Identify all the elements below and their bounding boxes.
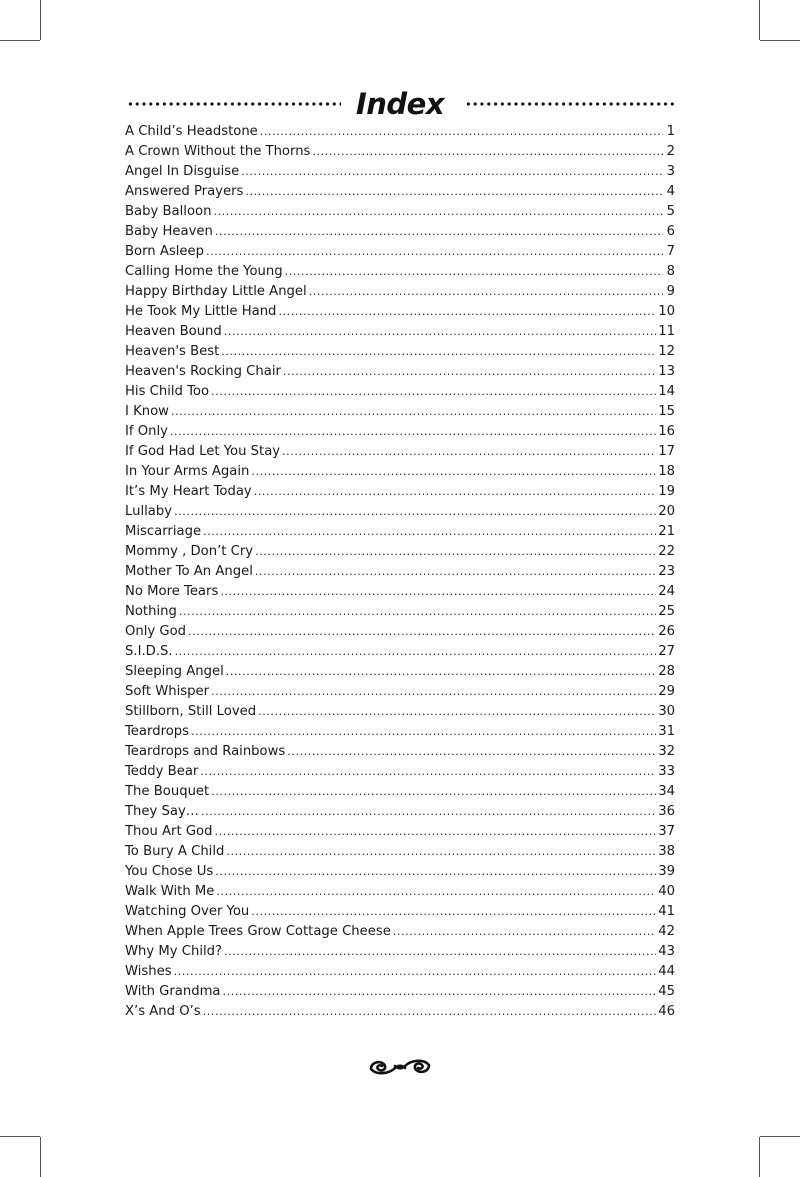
entry-title: Thou Art God [125, 824, 213, 839]
index-entry [125, 502, 675, 522]
entry-title: Soft Whisper [125, 684, 210, 699]
index-entry [125, 122, 675, 142]
index-list [125, 122, 675, 1022]
entry-title: When Apple Trees Grow Cottage Cheese [125, 924, 391, 939]
entry-title: It’s My Heart Today [125, 484, 252, 499]
entry-page-number: 16 [658, 424, 675, 439]
dot-leader [216, 882, 656, 902]
entry-title: Happy Birthday Little Angel [125, 284, 307, 299]
index-entry [125, 582, 675, 602]
dot-leader [251, 902, 656, 922]
entry-page-number: 13 [658, 364, 675, 379]
dot-leader [211, 782, 656, 802]
index-entry [125, 222, 675, 242]
index-entry [125, 1002, 675, 1022]
entry-title: In Your Arms Again [125, 464, 250, 479]
dot-leader [224, 942, 656, 962]
entry-page-number: 10 [658, 304, 675, 319]
entry-page-number: 28 [658, 664, 675, 679]
entry-title: Teardrops and Rainbows [125, 744, 286, 759]
dot-leader [174, 502, 656, 522]
index-entry [125, 902, 675, 922]
entry-page-number: 7 [666, 244, 675, 259]
dot-leader [254, 482, 656, 502]
entry-title: Calling Home the Young [125, 264, 283, 279]
index-entry [125, 322, 675, 342]
dot-leader [224, 322, 656, 342]
entry-title: Nothing [125, 604, 177, 619]
entry-title: Heaven Bound [125, 324, 222, 339]
dot-leader [179, 602, 656, 622]
page-title: Index [355, 87, 445, 121]
entry-title: Mother To An Angel [125, 564, 253, 579]
entry-page-number: 41 [658, 904, 675, 919]
index-entry [125, 522, 675, 542]
dot-leader [215, 222, 663, 242]
dot-leader [287, 742, 656, 762]
index-entry [125, 362, 675, 382]
entry-page-number: 9 [666, 284, 675, 299]
entry-page-number: 21 [658, 524, 675, 539]
entry-page-number: 30 [658, 704, 675, 719]
dot-leader [309, 282, 663, 302]
index-entry [125, 142, 675, 162]
entry-title: Answered Prayers [125, 184, 244, 199]
entry-page-number: 37 [658, 824, 675, 839]
entry-page-number: 31 [658, 724, 675, 739]
index-entry [125, 602, 675, 622]
entry-title: If Only [125, 424, 168, 439]
entry-page-number: 34 [658, 784, 675, 799]
dot-leader [211, 382, 656, 402]
entry-title: Sleeping Angel [125, 664, 224, 679]
index-entry [125, 982, 675, 1002]
entry-page-number: 6 [666, 224, 675, 239]
dot-leader [215, 822, 657, 842]
entry-page-number: 25 [658, 604, 675, 619]
entry-page-number: 40 [658, 884, 675, 899]
entry-title: Mommy , Don’t Cry [125, 544, 254, 559]
entry-title: The Bouquet [125, 784, 210, 799]
dot-leader [260, 122, 663, 142]
entry-page-number: 42 [658, 924, 675, 939]
entry-title: A Child’s Headstone [125, 124, 258, 139]
dot-leader [245, 182, 663, 202]
entry-title: S.I.D.S. [125, 644, 173, 659]
entry-page-number: 14 [658, 384, 675, 399]
entry-page-number: 36 [658, 804, 675, 819]
entry-title: Heaven's Best [125, 344, 220, 359]
dot-leader [278, 302, 656, 322]
index-entry [125, 282, 675, 302]
dot-leader [188, 622, 656, 642]
entry-page-number: 12 [658, 344, 675, 359]
dot-leader [206, 242, 663, 262]
entry-title: Watching Over You [125, 904, 250, 919]
crop-mark-top-right-vertical [759, 0, 760, 40]
entry-title: Born Asleep [125, 244, 205, 259]
header-dotted-rule-right [465, 101, 675, 107]
entry-title: They Say… [125, 804, 199, 819]
entry-title: Heaven's Rocking Chair [125, 364, 281, 379]
dot-leader [203, 522, 656, 542]
entry-title: Miscarriage [125, 524, 202, 539]
dot-leader [191, 722, 656, 742]
index-entry [125, 742, 675, 762]
entry-title: A Crown Without the Thorns [125, 144, 311, 159]
dot-leader [255, 542, 656, 562]
entry-title: Only God [125, 624, 187, 639]
index-entry [125, 402, 675, 422]
entry-title: With Grandma [125, 984, 221, 999]
dot-leader [223, 982, 657, 1002]
crop-mark-bottom-right-vertical [759, 1137, 760, 1177]
dot-leader [175, 642, 657, 662]
index-entry [125, 342, 675, 362]
dot-leader [241, 162, 663, 182]
index-entry [125, 162, 675, 182]
entry-title: Teddy Bear [125, 764, 199, 779]
entry-page-number: 5 [666, 204, 675, 219]
dot-leader [255, 562, 656, 582]
index-entry [125, 422, 675, 442]
entry-title: I Know [125, 404, 169, 419]
entry-page-number: 38 [658, 844, 675, 859]
entry-title: His Child Too [125, 384, 210, 399]
index-entry [125, 962, 675, 982]
entry-title: Teardrops [125, 724, 190, 739]
dot-leader [283, 362, 656, 382]
entry-title: Walk With Me [125, 884, 215, 899]
entry-page-number: 8 [666, 264, 675, 279]
index-entry [125, 262, 675, 282]
entry-title: No More Tears [125, 584, 219, 599]
dot-leader [282, 442, 656, 462]
index-entry [125, 802, 675, 822]
entry-title: Lullaby [125, 504, 173, 519]
index-entry [125, 242, 675, 262]
entry-page-number: 45 [658, 984, 675, 999]
index-entry [125, 822, 675, 842]
entry-title: If God Had Let You Stay [125, 444, 281, 459]
entry-title: Wishes [125, 964, 172, 979]
dot-leader [171, 402, 656, 422]
dot-leader [213, 202, 663, 222]
entry-page-number: 29 [658, 684, 675, 699]
index-entry [125, 662, 675, 682]
entry-title: Angel In Disguise [125, 164, 240, 179]
index-entry [125, 942, 675, 962]
index-entry [125, 482, 675, 502]
index-entry [125, 722, 675, 742]
index-entry [125, 622, 675, 642]
dot-leader [221, 342, 656, 362]
entry-page-number: 3 [666, 164, 675, 179]
entry-page-number: 11 [658, 324, 675, 339]
entry-page-number: 43 [658, 944, 675, 959]
entry-page-number: 1 [666, 124, 675, 139]
entry-page-number: 22 [658, 544, 675, 559]
crop-mark-bottom-right-horizontal [760, 1136, 800, 1137]
dot-leader [258, 702, 656, 722]
entry-page-number: 18 [658, 464, 675, 479]
index-entry [125, 462, 675, 482]
dot-leader [220, 582, 656, 602]
index-entry [125, 682, 675, 702]
index-entry [125, 202, 675, 222]
index-entry [125, 862, 675, 882]
entry-page-number: 20 [658, 504, 675, 519]
dot-leader [201, 802, 656, 822]
entry-page-number: 26 [658, 624, 675, 639]
index-entry [125, 842, 675, 862]
dot-leader [203, 1002, 657, 1022]
crop-mark-top-right-horizontal [760, 40, 800, 41]
dot-leader [285, 262, 663, 282]
entry-title: He Took My Little Hand [125, 304, 277, 319]
entry-title: To Bury A Child [125, 844, 225, 859]
index-entry [125, 922, 675, 942]
entry-page-number: 4 [666, 184, 675, 199]
crop-mark-top-left-vertical [40, 0, 41, 40]
index-entry [125, 642, 675, 662]
entry-page-number: 33 [658, 764, 675, 779]
entry-page-number: 19 [658, 484, 675, 499]
crop-mark-top-left-horizontal [0, 40, 40, 41]
dot-leader [226, 842, 656, 862]
index-entry [125, 882, 675, 902]
index-header [125, 84, 675, 124]
dot-leader [170, 422, 656, 442]
entry-page-number: 15 [658, 404, 675, 419]
entry-page-number: 2 [666, 144, 675, 159]
entry-title: X’s And O’s [125, 1004, 201, 1019]
entry-page-number: 24 [658, 584, 675, 599]
entry-title: You Chose Us [125, 864, 214, 879]
dot-leader [226, 662, 656, 682]
index-entry [125, 442, 675, 462]
entry-page-number: 27 [658, 644, 675, 659]
entry-page-number: 17 [658, 444, 675, 459]
scroll-ornament-icon [369, 1057, 431, 1077]
entry-title: Baby Heaven [125, 224, 213, 239]
index-entry [125, 782, 675, 802]
index-entry [125, 182, 675, 202]
crop-mark-bottom-left-vertical [40, 1137, 41, 1177]
index-entry [125, 382, 675, 402]
entry-page-number: 44 [658, 964, 675, 979]
crop-mark-bottom-left-horizontal [0, 1136, 40, 1137]
dot-leader [393, 922, 656, 942]
entry-title: Baby Balloon [125, 204, 212, 219]
dot-leader [211, 682, 656, 702]
dot-leader [251, 462, 656, 482]
dot-leader [200, 762, 656, 782]
entry-title: Why My Child? [125, 944, 223, 959]
entry-page-number: 46 [658, 1004, 675, 1019]
index-entry [125, 542, 675, 562]
index-entry [125, 702, 675, 722]
index-entry [125, 562, 675, 582]
entry-page-number: 32 [658, 744, 675, 759]
dot-leader [215, 862, 656, 882]
index-entry [125, 762, 675, 782]
entry-page-number: 39 [658, 864, 675, 879]
entry-page-number: 23 [658, 564, 675, 579]
dot-leader [312, 142, 663, 162]
entry-title: Stillborn, Still Loved [125, 704, 257, 719]
dot-leader [174, 962, 657, 982]
index-entry [125, 302, 675, 322]
